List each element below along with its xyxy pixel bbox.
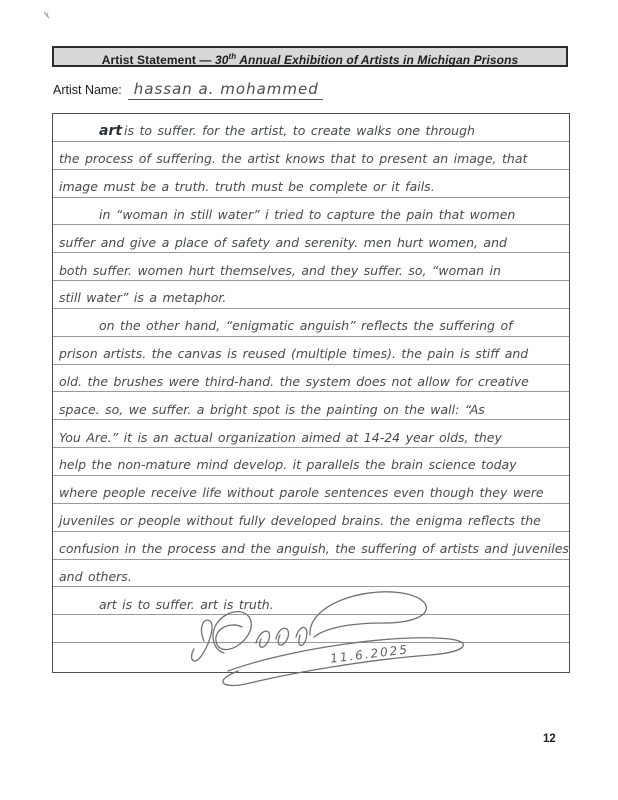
stray-pencil-mark (42, 10, 52, 20)
exhibition-number: 30 (214, 53, 229, 67)
statement-line-text: help the non-mature mind develop. it parallels the brain science today (59, 457, 517, 473)
statement-line (53, 114, 569, 142)
exhibition-ordinal: th (228, 52, 237, 61)
statement-line-empty (53, 643, 569, 671)
statement-line-text: on the other hand, “enigmatic anguish” reflects the suffering of (99, 318, 513, 334)
statement-line (53, 587, 569, 615)
statement-line (53, 142, 569, 170)
statement-line-text: confusion in the process and the anguish, the suffering of artists and juveniles (59, 541, 569, 556)
statement-line (53, 281, 569, 309)
artist-name-row (53, 80, 573, 100)
statement-line-text: You Are.” it is an actual organization aimed at 14-24 year olds, they (59, 429, 502, 445)
statement-line-text: is to suffer. for the artist, to create walks one through (124, 123, 475, 139)
artist-name-label: Artist Name: (53, 83, 122, 97)
page-number: 12 (543, 733, 556, 745)
signature-date: 11.6.2025 (329, 642, 410, 666)
statement-line (53, 198, 569, 226)
statement-line-text: space. so, we suffer. a bright spot is the painting on the wall: “As (59, 401, 485, 417)
statement-line-text: the process of suffering. the artist knows that to present an image, that (59, 151, 528, 167)
form-title-bar (52, 46, 568, 67)
statement-line (53, 225, 569, 253)
statement-line-text: art is to suffer. art is truth. (99, 596, 274, 612)
statement-line-empty (53, 615, 569, 643)
artist-name-value: hassan a. mohammed (128, 80, 323, 100)
statement-line (53, 504, 569, 532)
statement-line-text: prison artists. the canvas is reused (multiple times). the pain is stiff and (59, 346, 529, 362)
statement-line-text: both suffer. women hurt themselves, and they suffer. so, “woman in (59, 262, 501, 278)
statement-line-text: juveniles or people without fully developed brains. the enigma reflects the (59, 513, 541, 529)
statement-lead-word: art (99, 122, 123, 139)
statement-line-text: in “woman in still water” i tried to capture the pain that women (99, 206, 516, 222)
statement-line (53, 309, 569, 337)
statement-line (53, 253, 569, 281)
exhibition-name: Annual Exhibition of Artists in Michigan Prisons (236, 53, 519, 67)
statement-line (53, 560, 569, 588)
statement-line-text: and others. (59, 568, 132, 584)
statement-line-text: where people receive life without parole sentences even though they were (59, 485, 544, 501)
statement-line (53, 420, 569, 448)
statement-line-text: still water” is a metaphor. (59, 290, 227, 306)
statement-writing-box (52, 113, 570, 673)
statement-line (53, 392, 569, 420)
statement-line (53, 337, 569, 365)
statement-line (53, 476, 569, 504)
statement-line (53, 365, 569, 393)
statement-line-text: suffer and give a place of safety and serenity. men hurt women, and (59, 234, 507, 250)
statement-line-text: image must be a truth. truth must be complete or it fails. (59, 179, 435, 195)
statement-line (53, 532, 569, 560)
statement-line-text: old. the brushes were third-hand. the system does not allow for creative (59, 373, 529, 389)
exhibition-title (215, 53, 518, 67)
form-title-prefix: Artist Statement — (101, 53, 215, 67)
statement-line (53, 448, 569, 476)
statement-line (53, 170, 569, 198)
